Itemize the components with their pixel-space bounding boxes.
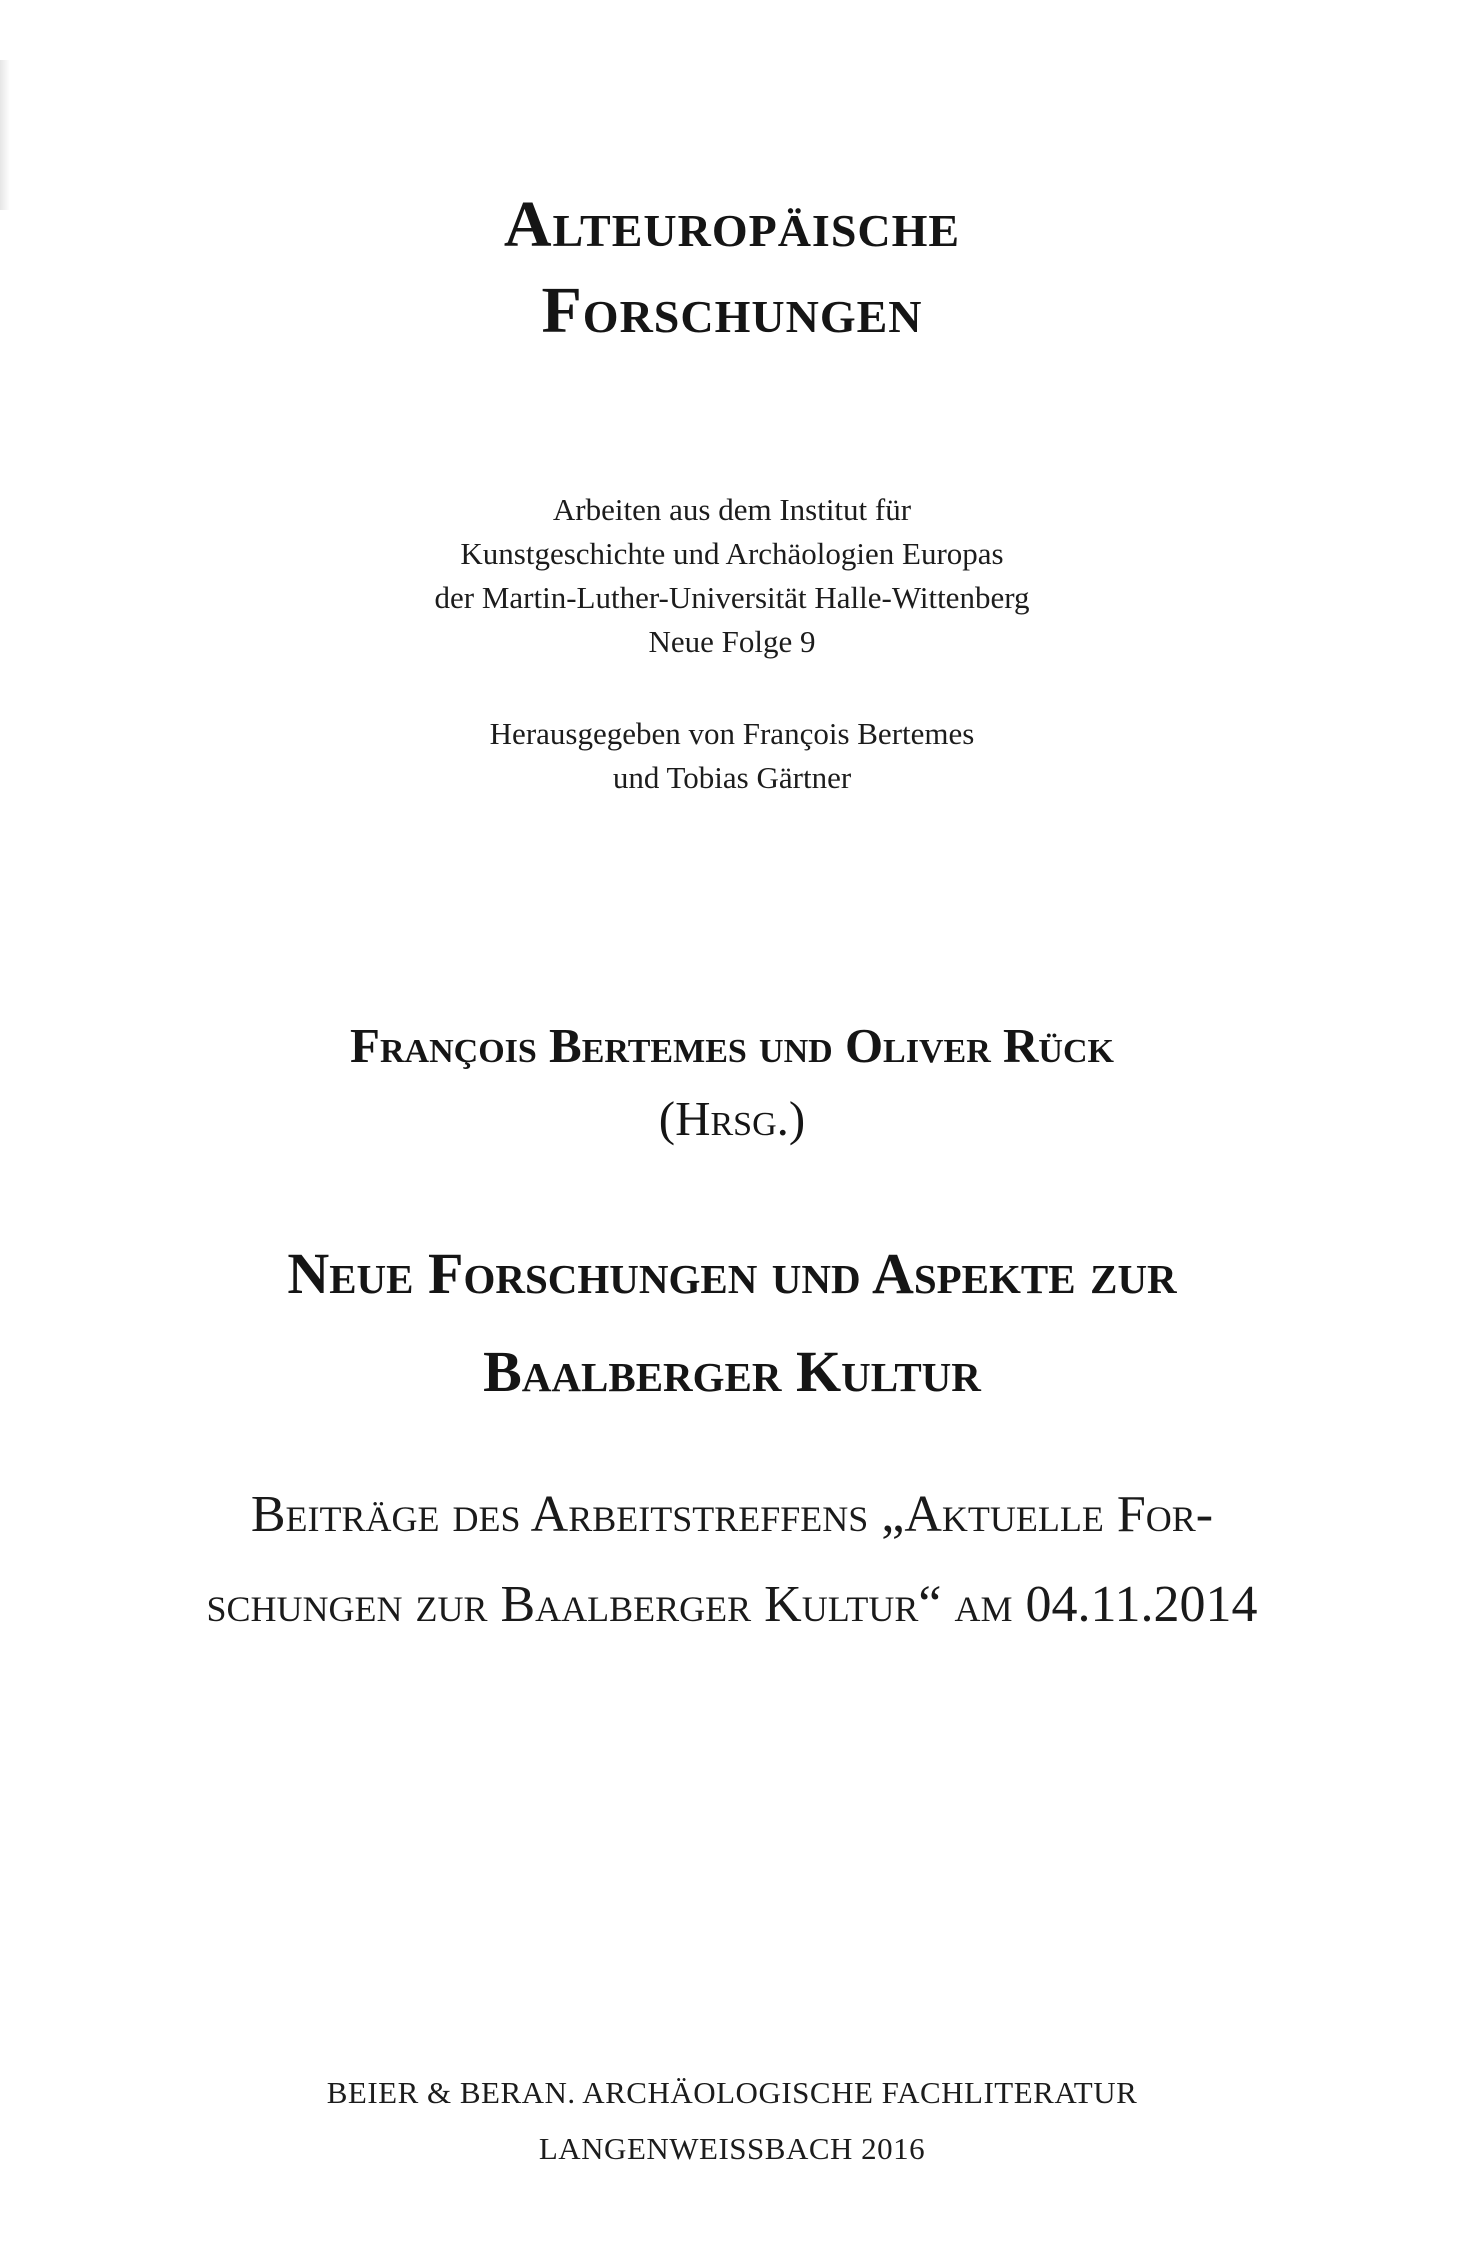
book-title: [0, 1225, 1464, 1421]
series-editors-line-2: und Tobias Gärtner: [612, 760, 852, 795]
book-title-line-2: Baalberger Kultur: [483, 1339, 981, 1404]
series-editors: [0, 712, 1464, 800]
series-title-line-2: Forschungen: [541, 274, 923, 347]
institute-line-1: Arbeiten aus dem Institut für: [552, 492, 912, 527]
publisher-place-year: LANGENWEISSBACH 2016: [538, 2131, 926, 2166]
institute-info: [0, 488, 1464, 664]
series-number: Neue Folge 9: [648, 624, 816, 659]
subtitle-line-2: schungen zur Baalberger Kultur“ am 04.11.2014: [206, 1576, 1258, 1633]
book-title-line-1: Neue Forschungen und Aspekte zur: [287, 1241, 1177, 1306]
book-subtitle: [0, 1470, 1464, 1650]
volume-editors: [0, 1011, 1464, 1081]
institute-line-2: Kunstgeschichte und Archäologien Europas: [460, 536, 1004, 571]
series-title-line-1: Alteuropäische: [503, 188, 961, 261]
editor-role: [0, 1084, 1464, 1154]
series-title: [0, 182, 1464, 354]
subtitle-line-1: Beiträge des Arbeitstreffens „Aktuelle For-: [250, 1486, 1214, 1543]
publisher-name: BEIER & BERAN. ARCHÄOLOGISCHE FACHLITERATUR: [326, 2075, 1138, 2110]
volume-editors-names: François Bertemes und Oliver Rück: [350, 1018, 1114, 1073]
series-editors-line-1: Herausgegeben von François Bertemes: [489, 716, 975, 751]
publisher-imprint: [0, 2065, 1464, 2177]
institute-line-3: der Martin-Luther-Universität Halle-Wittenberg: [434, 580, 1030, 615]
editor-role-label: (Hrsg.): [658, 1091, 806, 1146]
